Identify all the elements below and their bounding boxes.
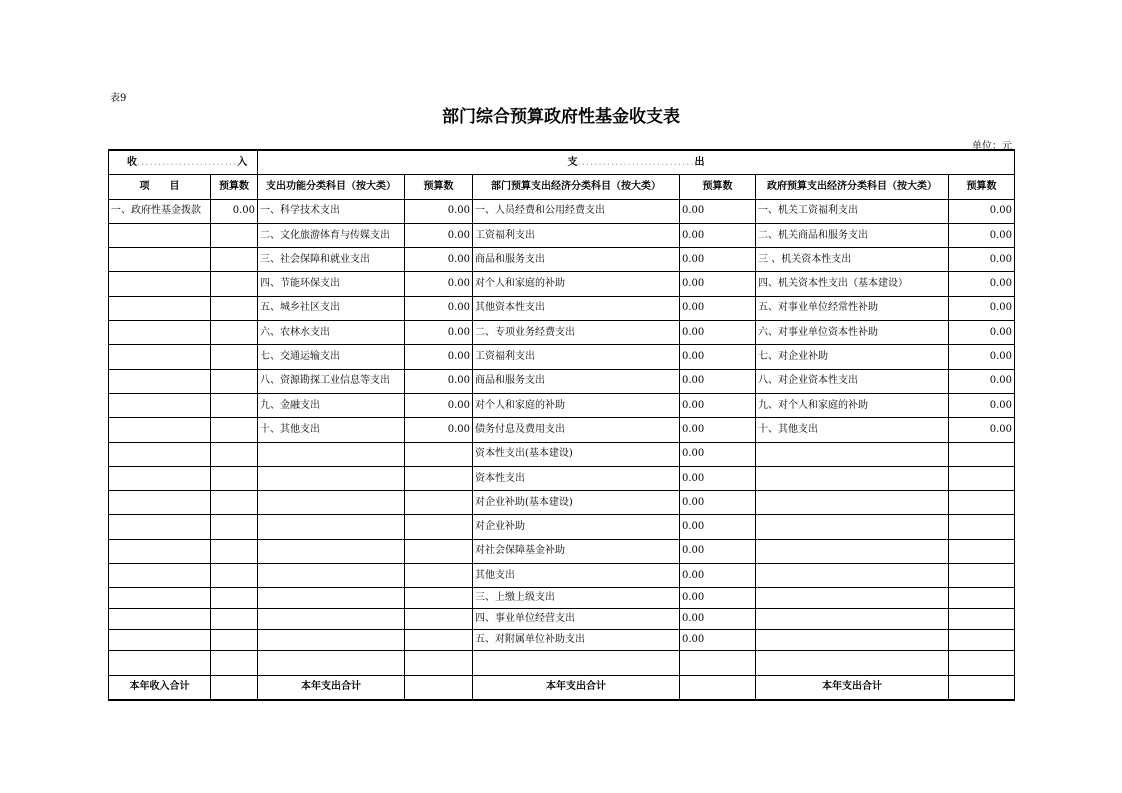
func-item-cell — [258, 630, 405, 651]
income-item-cell — [109, 466, 211, 490]
func-budget-cell — [405, 609, 473, 630]
total-dept-label: 本年支出合计 — [473, 675, 680, 700]
income-item-cell — [109, 630, 211, 651]
col-header-dept-econ: 部门预算支出经济分类科目（按大类） — [473, 175, 680, 199]
gov-econ-budget-cell: 0.00 — [949, 345, 1015, 369]
income-budget-cell — [211, 321, 258, 345]
func-budget-cell: 0.00 — [405, 345, 473, 369]
gov-econ-budget-cell: 0.00 — [949, 296, 1015, 320]
table-row — [109, 272, 1015, 296]
gov-econ-budget-cell — [949, 609, 1015, 630]
dept-econ-item-cell: 对社会保障基金补助 — [473, 539, 680, 563]
income-header-cell — [109, 150, 258, 175]
table-row — [109, 539, 1015, 563]
gov-econ-budget-cell — [949, 651, 1015, 675]
expense-header-label: 支 — [567, 156, 578, 168]
func-item-cell: 八、资源勘探工业信息等支出 — [258, 369, 405, 393]
dept-econ-item-cell: 对企业补助(基本建设) — [473, 491, 680, 515]
col-header-budget-gov: 预算数 — [949, 175, 1015, 199]
income-item-cell — [109, 369, 211, 393]
income-budget-cell — [211, 223, 258, 247]
func-item-cell: 一、科学技术支出 — [258, 199, 405, 223]
func-item-cell: 五、城乡社区支出 — [258, 296, 405, 320]
total-func-value — [405, 675, 473, 700]
income-item-cell — [109, 564, 211, 588]
income-header-label: 收 — [127, 156, 137, 168]
dept-econ-budget-cell: 0.00 — [680, 369, 756, 393]
func-item-cell — [258, 564, 405, 588]
gov-econ-item-cell: 九、对个人和家庭的补助 — [756, 393, 949, 417]
total-row — [109, 675, 1015, 700]
income-item-cell — [109, 588, 211, 609]
dept-econ-budget-cell: 0.00 — [680, 630, 756, 651]
income-budget-cell — [211, 630, 258, 651]
func-budget-cell: 0.00 — [405, 272, 473, 296]
gov-econ-item-cell — [756, 515, 949, 539]
dept-econ-budget-cell: 0.00 — [680, 609, 756, 630]
page-title: 部门综合预算政府性基金收支表 — [442, 107, 680, 127]
dept-econ-budget-cell: 0.00 — [680, 345, 756, 369]
gov-econ-item-cell — [756, 651, 949, 675]
income-item-cell — [109, 223, 211, 247]
gov-econ-item-cell — [756, 442, 949, 466]
gov-econ-item-cell: 二、机关商品和服务支出 — [756, 223, 949, 247]
gov-econ-budget-cell: 0.00 — [949, 369, 1015, 393]
dept-econ-budget-cell: 0.00 — [680, 515, 756, 539]
func-item-cell — [258, 442, 405, 466]
col-header-budget-dept: 预算数 — [680, 175, 756, 199]
table-row — [109, 418, 1015, 442]
table-row — [109, 369, 1015, 393]
gov-econ-budget-cell — [949, 515, 1015, 539]
func-item-cell — [258, 609, 405, 630]
func-budget-cell — [405, 588, 473, 609]
income-budget-cell — [211, 539, 258, 563]
func-item-cell: 六、农林水支出 — [258, 321, 405, 345]
gov-econ-budget-cell: 0.00 — [949, 199, 1015, 223]
func-item-cell — [258, 491, 405, 515]
income-item-cell — [109, 418, 211, 442]
income-budget-cell — [211, 515, 258, 539]
gov-econ-budget-cell: 0.00 — [949, 393, 1015, 417]
header-row-1 — [109, 150, 1015, 175]
gov-econ-item-cell — [756, 630, 949, 651]
dept-econ-budget-cell: 0.00 — [680, 199, 756, 223]
gov-econ-budget-cell — [949, 466, 1015, 490]
func-item-cell — [258, 466, 405, 490]
table-row — [109, 223, 1015, 247]
unit-label: 单位：元 — [972, 141, 1012, 152]
dept-econ-budget-cell: 0.00 — [680, 466, 756, 490]
income-header-dots: ........................ — [137, 156, 238, 168]
table-row — [109, 651, 1015, 675]
table-row — [109, 442, 1015, 466]
func-budget-cell: 0.00 — [405, 321, 473, 345]
func-item-cell: 四、节能环保支出 — [258, 272, 405, 296]
income-item-cell — [109, 345, 211, 369]
func-item-cell — [258, 515, 405, 539]
col-header-budget-income: 预算数 — [211, 175, 258, 199]
gov-econ-item-cell: 六、对事业单位资本性补助 — [756, 321, 949, 345]
dept-econ-item-cell — [473, 651, 680, 675]
func-budget-cell — [405, 630, 473, 651]
gov-econ-item-cell: 四、机关资本性支出（基本建设） — [756, 272, 949, 296]
expense-header-cell — [258, 150, 1015, 175]
gov-econ-budget-cell: 0.00 — [949, 248, 1015, 272]
gov-econ-item-cell: 一、机关工资福利支出 — [756, 199, 949, 223]
dept-econ-item-cell: 其他支出 — [473, 564, 680, 588]
table-row — [109, 466, 1015, 490]
total-func-label: 本年支出合计 — [258, 675, 405, 700]
func-budget-cell — [405, 539, 473, 563]
func-item-cell — [258, 539, 405, 563]
func-budget-cell: 0.00 — [405, 393, 473, 417]
gov-econ-item-cell — [756, 609, 949, 630]
table-row — [109, 515, 1015, 539]
gov-econ-budget-cell — [949, 630, 1015, 651]
total-dept-value — [680, 675, 756, 700]
gov-econ-item-cell — [756, 588, 949, 609]
dept-econ-item-cell: 五、对附属单位补助支出 — [473, 630, 680, 651]
income-header-label-end: 入 — [237, 156, 248, 168]
dept-econ-item-cell: 对个人和家庭的补助 — [473, 393, 680, 417]
gov-econ-budget-cell — [949, 491, 1015, 515]
func-budget-cell: 0.00 — [405, 248, 473, 272]
table-row — [109, 564, 1015, 588]
table-row — [109, 588, 1015, 609]
col-header-item: 项 目 — [109, 175, 211, 199]
gov-econ-item-cell: 三 、机关资本性支出 — [756, 248, 949, 272]
col-header-budget-func: 预算数 — [405, 175, 473, 199]
dept-econ-item-cell: 一、人员经费和公用经费支出 — [473, 199, 680, 223]
income-budget-cell — [211, 418, 258, 442]
gov-econ-budget-cell: 0.00 — [949, 418, 1015, 442]
dept-econ-budget-cell: 0.00 — [680, 272, 756, 296]
dept-econ-budget-cell: 0.00 — [680, 248, 756, 272]
dept-econ-item-cell: 工资福利支出 — [473, 345, 680, 369]
dept-econ-budget-cell: 0.00 — [680, 491, 756, 515]
func-budget-cell: 0.00 — [405, 199, 473, 223]
table-row — [109, 393, 1015, 417]
income-item-cell — [109, 651, 211, 675]
income-budget-cell — [211, 272, 258, 296]
dept-econ-item-cell: 资本性支出 — [473, 466, 680, 490]
table-number: 表9 — [110, 93, 127, 104]
income-budget-cell — [211, 442, 258, 466]
income-item-cell: 一、政府性基金拨款 — [109, 199, 211, 223]
dept-econ-item-cell: 债务付息及费用支出 — [473, 418, 680, 442]
income-budget-cell — [211, 466, 258, 490]
gov-econ-budget-cell: 0.00 — [949, 321, 1015, 345]
func-budget-cell — [405, 515, 473, 539]
func-budget-cell: 0.00 — [405, 296, 473, 320]
dept-econ-item-cell: 三、上缴上级支出 — [473, 588, 680, 609]
income-budget-cell — [211, 296, 258, 320]
gov-econ-item-cell: 八、对企业资本性支出 — [756, 369, 949, 393]
func-item-cell: 七、交通运输支出 — [258, 345, 405, 369]
dept-econ-item-cell: 资本性支出(基本建设) — [473, 442, 680, 466]
func-budget-cell — [405, 442, 473, 466]
table-row — [109, 630, 1015, 651]
dept-econ-item-cell: 工资福利支出 — [473, 223, 680, 247]
col-header-gov-econ: 政府预算支出经济分类科目（按大类） — [756, 175, 949, 199]
dept-econ-budget-cell — [680, 651, 756, 675]
income-budget-cell — [211, 345, 258, 369]
func-item-cell — [258, 588, 405, 609]
func-budget-cell: 0.00 — [405, 369, 473, 393]
income-item-cell — [109, 321, 211, 345]
dept-econ-item-cell: 二、专项业务经费支出 — [473, 321, 680, 345]
func-budget-cell — [405, 651, 473, 675]
income-budget-cell — [211, 588, 258, 609]
func-item-cell: 十、其他支出 — [258, 418, 405, 442]
table-row — [109, 345, 1015, 369]
gov-econ-item-cell: 十、其他支出 — [756, 418, 949, 442]
gov-econ-budget-cell — [949, 588, 1015, 609]
func-item-cell — [258, 651, 405, 675]
income-item-cell — [109, 539, 211, 563]
dept-econ-budget-cell: 0.00 — [680, 442, 756, 466]
income-item-cell — [109, 491, 211, 515]
income-item-cell — [109, 515, 211, 539]
income-item-cell — [109, 442, 211, 466]
income-budget-cell — [211, 491, 258, 515]
dept-econ-budget-cell: 0.00 — [680, 321, 756, 345]
income-item-cell — [109, 393, 211, 417]
table-row — [109, 248, 1015, 272]
gov-econ-item-cell — [756, 564, 949, 588]
func-budget-cell — [405, 466, 473, 490]
dept-econ-budget-cell: 0.00 — [680, 418, 756, 442]
income-budget-cell — [211, 651, 258, 675]
table-row — [109, 609, 1015, 630]
income-budget-cell — [211, 609, 258, 630]
gov-econ-item-cell — [756, 539, 949, 563]
income-budget-cell: 0.00 — [211, 199, 258, 223]
income-item-cell — [109, 296, 211, 320]
gov-econ-budget-cell — [949, 442, 1015, 466]
income-budget-cell — [211, 248, 258, 272]
gov-econ-item-cell — [756, 466, 949, 490]
income-item-cell — [109, 248, 211, 272]
col-header-func: 支出功能分类科目（按大类） — [258, 175, 405, 199]
income-item-cell — [109, 272, 211, 296]
gov-econ-budget-cell: 0.00 — [949, 272, 1015, 296]
gov-econ-budget-cell — [949, 564, 1015, 588]
dept-econ-item-cell: 对个人和家庭的补助 — [473, 272, 680, 296]
total-income-value — [211, 675, 258, 700]
income-item-cell — [109, 609, 211, 630]
gov-econ-item-cell: 五、对事业单位经常性补助 — [756, 296, 949, 320]
total-gov-label: 本年支出合计 — [756, 675, 949, 700]
total-gov-value — [949, 675, 1015, 700]
func-budget-cell: 0.00 — [405, 418, 473, 442]
table-row — [109, 491, 1015, 515]
dept-econ-item-cell: 商品和服务支出 — [473, 369, 680, 393]
income-budget-cell — [211, 369, 258, 393]
func-budget-cell — [405, 564, 473, 588]
gov-econ-item-cell — [756, 491, 949, 515]
dept-econ-budget-cell: 0.00 — [680, 393, 756, 417]
table-row — [109, 296, 1015, 320]
dept-econ-item-cell: 其他资本性支出 — [473, 296, 680, 320]
gov-econ-budget-cell: 0.00 — [949, 223, 1015, 247]
expense-header-label-end: 出 — [694, 156, 705, 168]
func-budget-cell: 0.00 — [405, 223, 473, 247]
gov-econ-item-cell: 七、对企业补助 — [756, 345, 949, 369]
func-item-cell: 二、文化旅游体育与传媒支出 — [258, 223, 405, 247]
dept-econ-item-cell: 对企业补助 — [473, 515, 680, 539]
dept-econ-budget-cell: 0.00 — [680, 588, 756, 609]
dept-econ-budget-cell: 0.00 — [680, 223, 756, 247]
dept-econ-item-cell: 商品和服务支出 — [473, 248, 680, 272]
dept-econ-budget-cell: 0.00 — [680, 564, 756, 588]
income-budget-cell — [211, 393, 258, 417]
dept-econ-budget-cell: 0.00 — [680, 539, 756, 563]
expense-header-dots: ............................ — [577, 156, 695, 168]
budget-table — [108, 149, 1015, 701]
func-budget-cell — [405, 491, 473, 515]
table-row — [109, 199, 1015, 223]
income-budget-cell — [211, 564, 258, 588]
func-item-cell: 九、金融支出 — [258, 393, 405, 417]
table-row — [109, 321, 1015, 345]
gov-econ-budget-cell — [949, 539, 1015, 563]
header-row-2 — [109, 175, 1015, 199]
dept-econ-budget-cell: 0.00 — [680, 296, 756, 320]
dept-econ-item-cell: 四、事业单位经营支出 — [473, 609, 680, 630]
func-item-cell: 三、社会保障和就业支出 — [258, 248, 405, 272]
total-income-label: 本年收入合计 — [109, 675, 211, 700]
